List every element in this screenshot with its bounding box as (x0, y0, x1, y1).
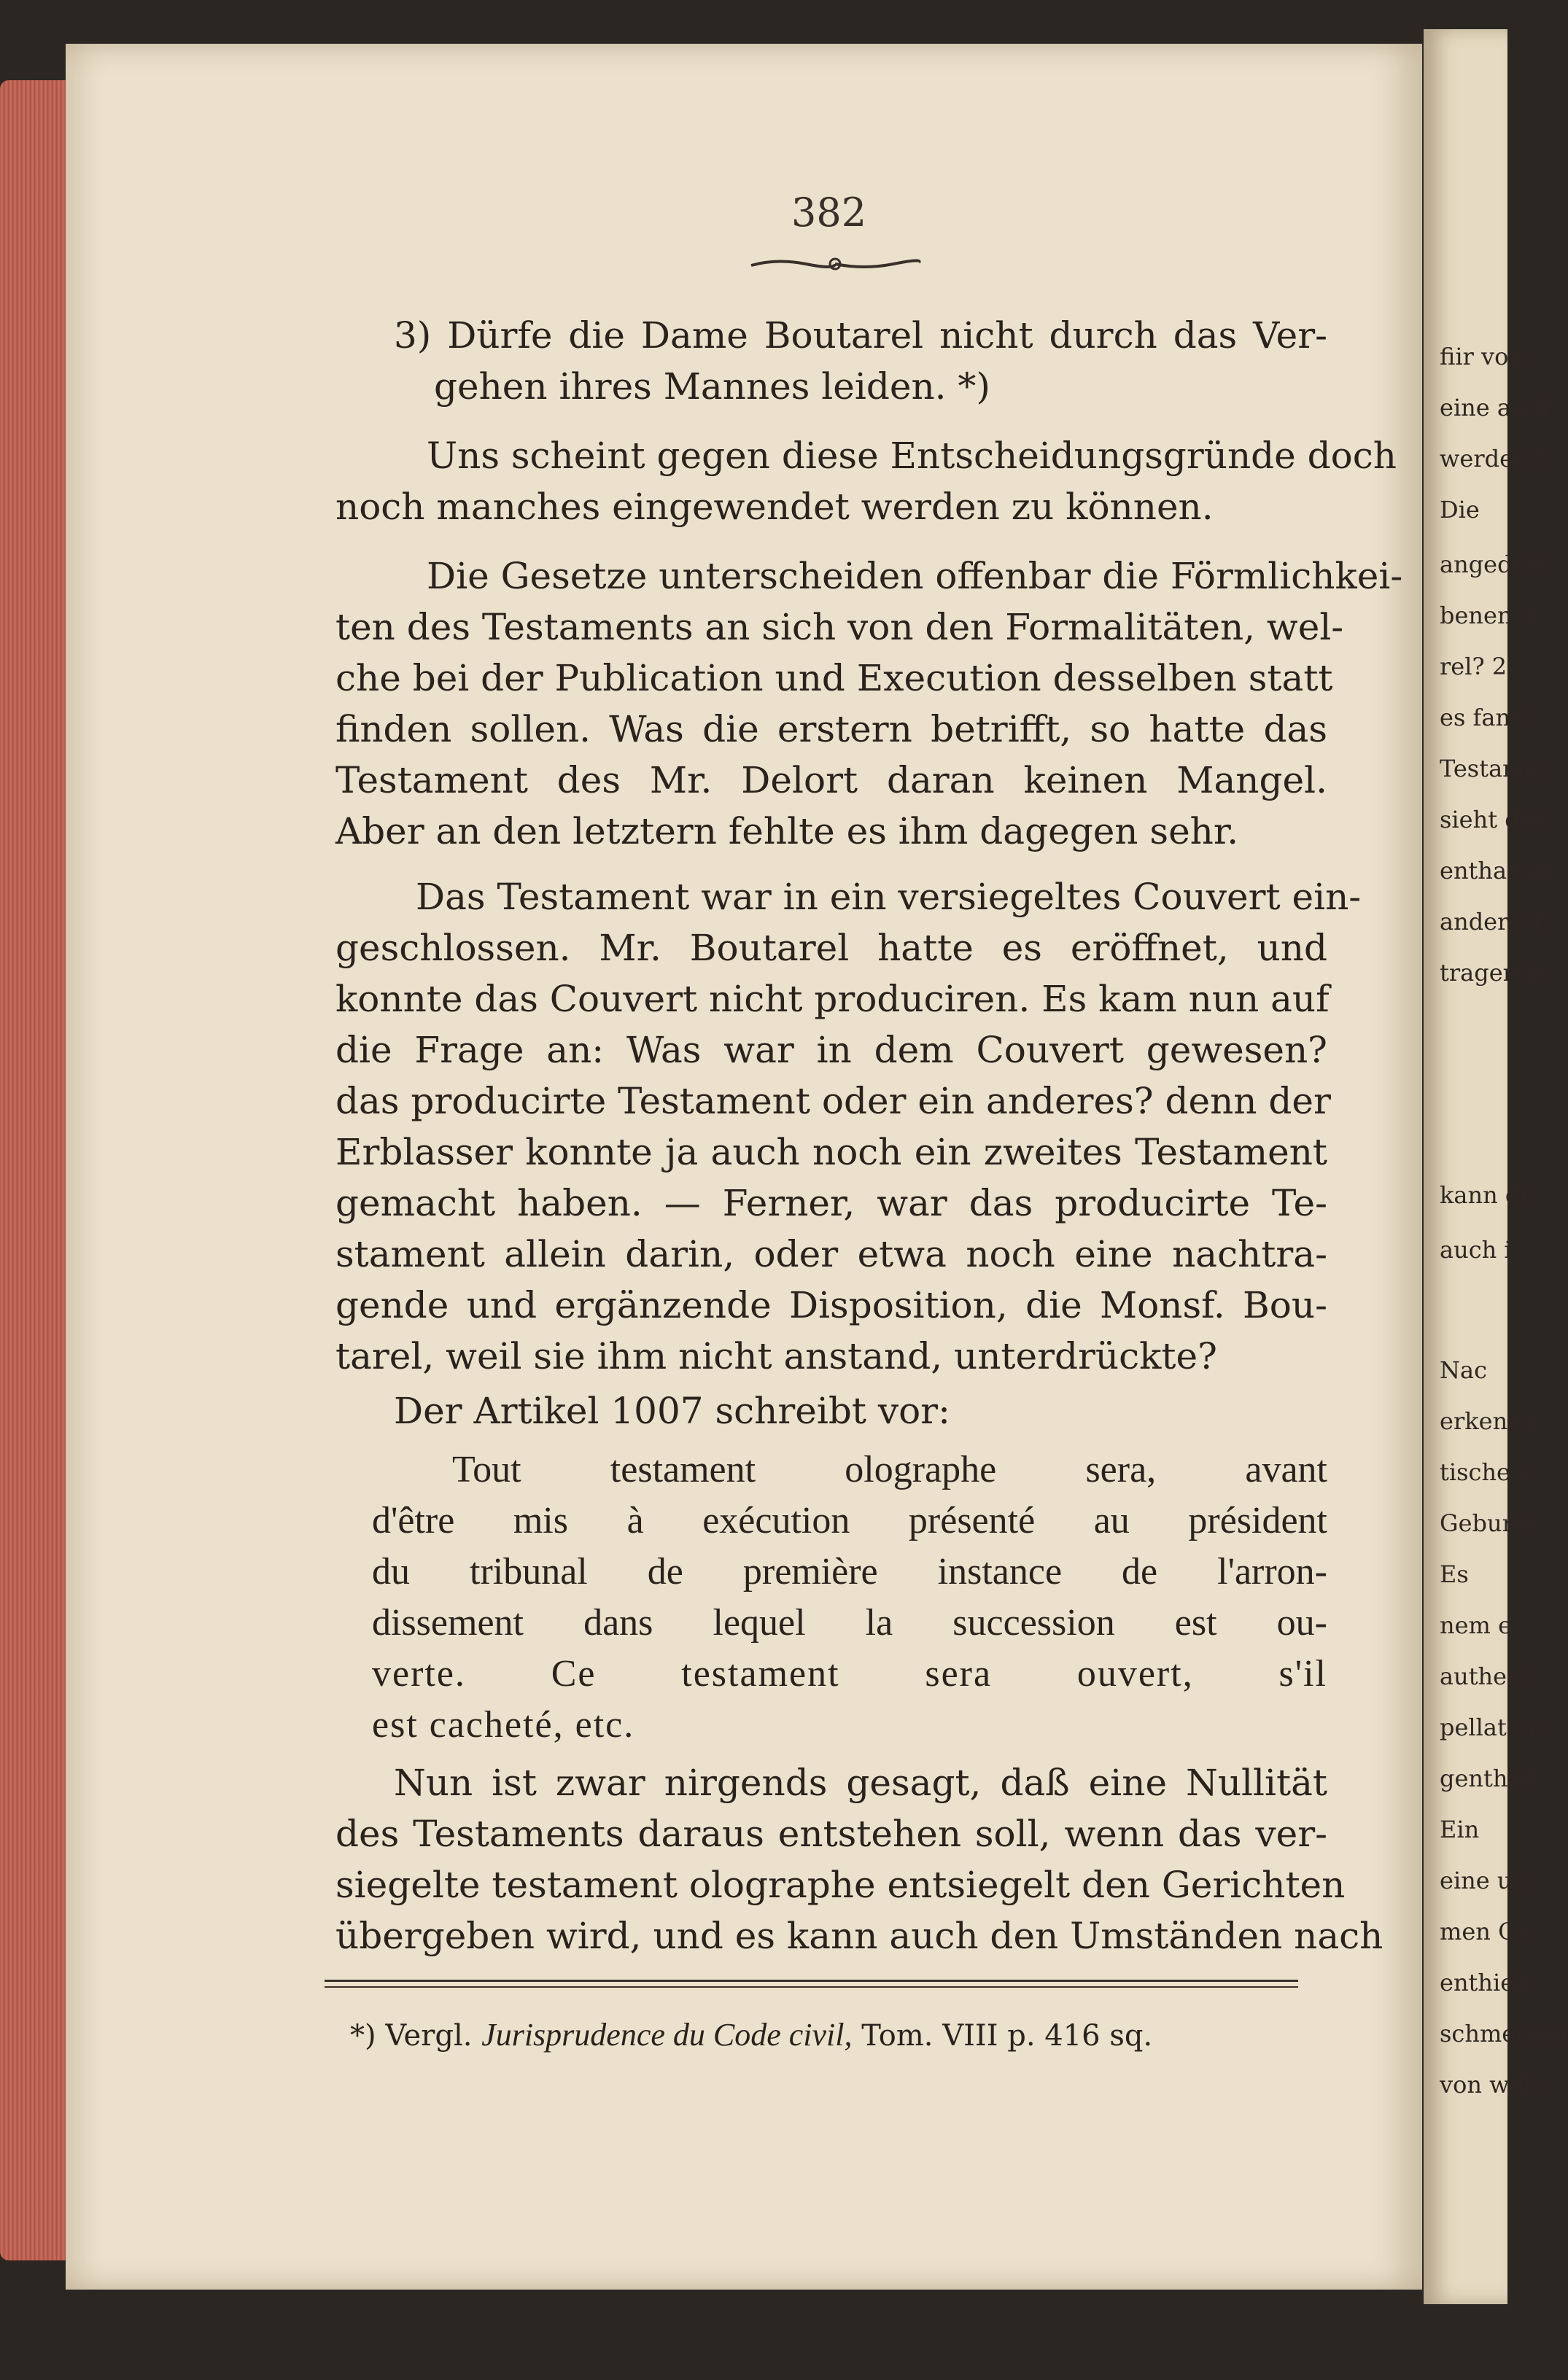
french-quote-line: Tout testament olographe sera, avant (452, 1449, 1327, 1490)
page-number: 382 (791, 190, 867, 236)
text-line: übergeben wird, und es kann auch den Umständen nach (335, 1915, 1383, 1957)
facing-fragment: Ein (1440, 1816, 1480, 1843)
facing-fragment: enthielt, (1440, 1969, 1539, 1996)
footnote-source: Jurisprudence du Code civil, (481, 2017, 853, 2053)
text-line: Testament des Mr. Delort daran keinen Mangel. (335, 759, 1327, 801)
text-line: Nun ist zwar nirgends gesagt, daß eine Nullität (394, 1762, 1327, 1804)
text-line: 3) Dürfe die Dame Boutarel nicht durch das Ver- (394, 314, 1327, 357)
text-line: Erblasser konnte ja auch noch ein zweites Testament (335, 1131, 1327, 1173)
facing-fragment: fiir von (1440, 343, 1524, 370)
text-line: des Testaments daraus entstehen soll, wenn das ver- (335, 1813, 1327, 1855)
facing-fragment: angedeih (1440, 551, 1549, 578)
body-text (335, 0, 1403, 1983)
facing-fragment: gentheil (1440, 1765, 1537, 1792)
text-line: stament allein darin, oder etwa noch eine nachtra- (335, 1233, 1327, 1275)
facing-fragment: tragende (1440, 959, 1547, 987)
text-line: gemacht haben. — Ferner, war das producirte Te- (335, 1182, 1327, 1224)
facing-fragment: enthalten (1440, 857, 1553, 884)
facing-fragment: auch i (1440, 1236, 1512, 1264)
text-line: tarel, weil sie ihm nicht anstand, unterdrückte? (335, 1335, 1217, 1377)
footnote (350, 2016, 1152, 2053)
text-line: che bei der Publication und Execution desselben statt (335, 657, 1333, 699)
facing-fragment: von welc (1440, 2071, 1544, 2099)
facing-fragment: Geburte (1440, 1509, 1537, 1537)
facing-fragment: Nac (1440, 1356, 1487, 1384)
facing-fragment: schmerzen (1440, 2020, 1568, 2048)
facing-fragment: nem e (1440, 1611, 1512, 1639)
footnote-rule (325, 1980, 1298, 1988)
french-quote-line: dissement dans lequel la succession est ou- (372, 1602, 1327, 1644)
text-line: geschlossen. Mr. Boutarel hatte es eröffnet, und (335, 927, 1327, 969)
text-line: gende und ergänzende Disposition, die Monsf. Bou- (335, 1284, 1327, 1326)
text-line: Das Testament war in ein versiegeltes Couvert ein- (416, 876, 1362, 918)
facing-fragment: erkennu (1440, 1407, 1538, 1435)
text-line: konnte das Couvert nicht produciren. Es kam nun auf (335, 978, 1330, 1020)
facing-fragment: tischen (1440, 1458, 1526, 1486)
facing-fragment: Es (1440, 1560, 1469, 1588)
text-line: ten des Testaments an sich von den Formalitäten, wel- (335, 606, 1344, 648)
footnote-reference: Tom. VIII p. 416 sq. (861, 2019, 1153, 2053)
facing-fragment: men Ca (1440, 1918, 1530, 1945)
text-line: die Frage an: Was war in dem Couvert gewesen? (335, 1029, 1327, 1071)
facing-fragment: sieht daß (1440, 806, 1550, 833)
facing-fragment: rel? 2 (1440, 653, 1507, 680)
french-quote-line: est cacheté, etc. (372, 1704, 635, 1746)
facing-fragment: es fand, (1440, 704, 1533, 731)
facing-fragment: eine andr (1440, 394, 1553, 421)
french-quote-line: du tribunal de première instance de l'arron- (372, 1551, 1327, 1592)
facing-fragment: eine un (1440, 1867, 1528, 1894)
text-line: finden sollen. Was die erstern betrifft, so hatte das (335, 708, 1327, 750)
facing-fragment: authenti (1440, 1662, 1539, 1690)
text-line: Aber an den letztern fehlte es ihm dagegen sehr. (335, 810, 1239, 852)
facing-fragment: kann di (1440, 1181, 1528, 1209)
text-line: Der Artikel 1007 schreibt vor: (394, 1390, 950, 1432)
text-line: Die Gesetze unterscheiden offenbar die Förmlichkei- (427, 555, 1403, 597)
text-line: gehen ihres Mannes leiden. *) (434, 365, 990, 408)
footnote-marker: *) (350, 2019, 376, 2053)
facing-fragment: benen A (1440, 602, 1537, 629)
book-page-edges (0, 80, 67, 2260)
text-line: Uns scheint gegen diese Entscheidungsgründe doch (427, 435, 1397, 477)
facing-fragment: pellation (1440, 1714, 1543, 1741)
facing-fragment: Testamen (1440, 755, 1554, 782)
facing-fragment: Die (1440, 496, 1480, 524)
facing-fragment: werden f (1440, 445, 1545, 472)
footnote-prefix: Vergl. (385, 2019, 473, 2053)
text-line: siegelte testament olographe entsiegelt den Gerichten (335, 1864, 1346, 1906)
french-quote-line: verte. Ce testament sera ouvert, s'il (372, 1653, 1327, 1695)
text-line: das producirte Testament oder ein anderes? denn der (335, 1080, 1331, 1122)
text-line: noch manches eingewendet werden zu können. (335, 486, 1214, 528)
facing-fragment: andere T (1440, 908, 1545, 936)
french-quote-line: d'être mis à exécution présenté au président (372, 1500, 1327, 1541)
facing-page-edge (1424, 29, 1568, 2304)
